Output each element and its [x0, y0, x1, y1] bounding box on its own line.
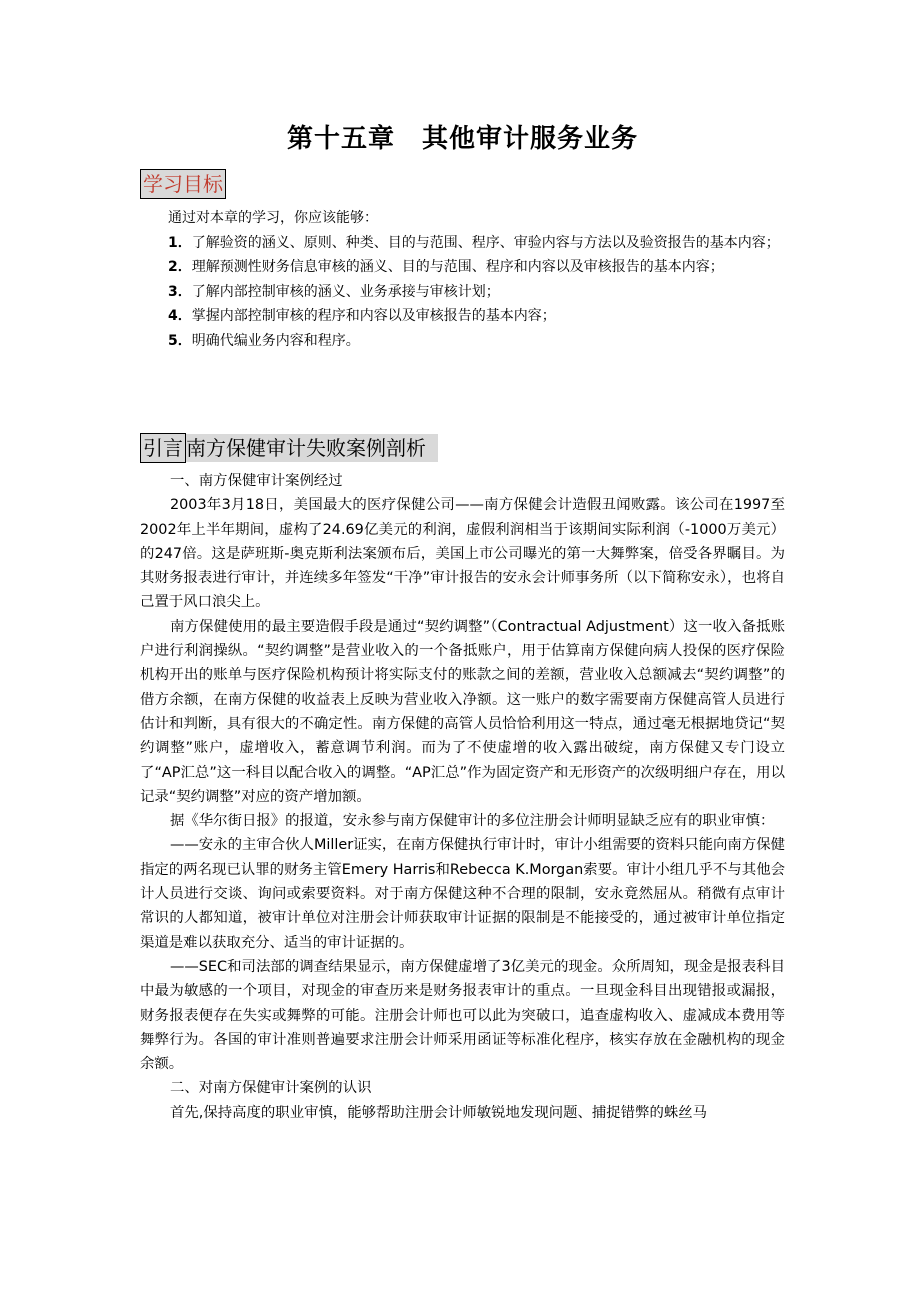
- intro-tag: 引言: [140, 433, 186, 463]
- goal-text: 理解预测性财务信息审核的涵义、目的与范围、程序和内容以及审核报告的基本内容；: [191, 259, 724, 275]
- goal-number: 2．: [168, 259, 192, 275]
- body-paragraph: ——安永的主审合伙人Miller证实，在南方保健执行审计时，审计小组需要的资料只能向南方保健指定的两名现已认罪的财务主管Emery Harris和Rebecca K.Morgan索要。审计小组几乎不与其他会计人员进行交谈、询问或索要资料。对于南方保健这种不合理的限制，安永竟然屈从。稍微有点审计常识的人都知道，被审计单位对注册会计师获取审计证据的限制是不能接受的，通过被审计单位指定渠道是难以获取充分、适当的审计证据的。: [140, 837, 785, 951]
- goal-number: 4．: [168, 308, 192, 324]
- goal-text: 了解内部控制审核的涵义、业务承接与审核计划；: [191, 283, 500, 300]
- learning-goals-list: [140, 206, 785, 353]
- learning-goal-item: [140, 329, 785, 354]
- section-heading-1: 一、南方保健审计案例经过: [170, 473, 343, 489]
- learning-goal-item: [140, 304, 785, 329]
- body-paragraph: 南方保健使用的最主要造假手段是通过“契约调整”（Contractual Adjustment）这一收入备抵账户进行利润操纵。“契约调整”是营业收入的一个备抵账户，用于估算南方保健向病人投保的医疗保险机构开出的账单与医疗保险机构预计将实际支付的账款之间的差额，营业收入总额减去“契约调整”的借方余额，在南方保健的收益表上反映为营业收入净额。这一账户的数字需要南方保健高管人员进行估计和判断，具有很大的不确定性。南方保健的高管人员恰恰利用这一特点，通过毫无根据地贷记“契约调整”账户，虚增收入，蓄意调节利润。而为了不使虚增的收入露出破绽，南方保健又专门设立了“AP汇总”这一科目以配合收入的调整。“AP汇总”作为固定资产和无形资产的次级明细户存在，用以记录“契约调整”对应的资产增加额。: [140, 618, 785, 805]
- case-intro-heading: [140, 433, 438, 463]
- goal-number: 1．: [168, 234, 192, 251]
- case-body: [140, 469, 785, 1125]
- case-intro-title: 南方保健审计失败案例剖析: [186, 434, 438, 462]
- goal-text: 掌握内部控制审核的程序和内容以及审核报告的基本内容；: [191, 308, 556, 324]
- learning-goals-heading: 学习目标: [140, 169, 226, 199]
- learning-goal-item: [140, 255, 785, 280]
- goal-text: 明确代编业务内容和程序。: [191, 332, 360, 349]
- body-paragraph: 据《华尔街日报》的报道，安永参与南方保健审计的多位注册会计师明显缺乏应有的职业审慎：: [170, 813, 775, 830]
- body-paragraph: 首先,保持高度的职业审慎，能够帮助注册会计师敏锐地发现问题、捕捉错弊的蛛丝马: [170, 1104, 708, 1121]
- body-paragraph: ——SEC和司法部的调查结果显示，南方保健虚增了3亿美元的现金。众所周知，现金是报表科目中最为敏感的一个项目，对现金的审查历来是财务报表审计的重点。一旦现金科目出现错报或漏报，财务报表便存在失实或舞弊的可能。注册会计师也可以此为突破口，追查虚构收入、虚减成本费用等舞弊行为。各国的审计准则普遍要求注册会计师采用函证等标准化程序，核实存放在金融机构的现金余额。: [140, 958, 785, 1073]
- goal-number: 3．: [168, 283, 192, 300]
- learning-goal-item: [140, 280, 785, 305]
- body-paragraph: 2003年3月18日，美国最大的医疗保健公司——南方保健会计造假丑闻败露。该公司在1997至2002年上半年期间，虚构了24.69亿美元的利润，虚假利润相当于该期间实际利润（-1000万美元）的247倍。这是萨班斯-奥克斯利法案颁布后，美国上市公司曝光的第一大舞弊案，倍受各界瞩目。为其财务报表进行审计，并连续多年签发“干净”审计报告的安永会计师事务所（以下简称安永），也将自己置于风口浪尖上。: [140, 497, 785, 611]
- learning-goal-item: [140, 231, 785, 256]
- goal-number: 5．: [168, 332, 192, 349]
- learning-goals-intro: 通过对本章的学习，你应该能够：: [168, 210, 378, 226]
- goal-text: 了解验资的涵义、原则、种类、目的与范围、程序、审验内容与方法以及验资报告的基本内容；: [191, 234, 780, 251]
- section-heading-2: 二、对南方保健审计案例的认识: [170, 1080, 372, 1097]
- chapter-title: 第十五章 其他审计服务业务: [286, 124, 638, 154]
